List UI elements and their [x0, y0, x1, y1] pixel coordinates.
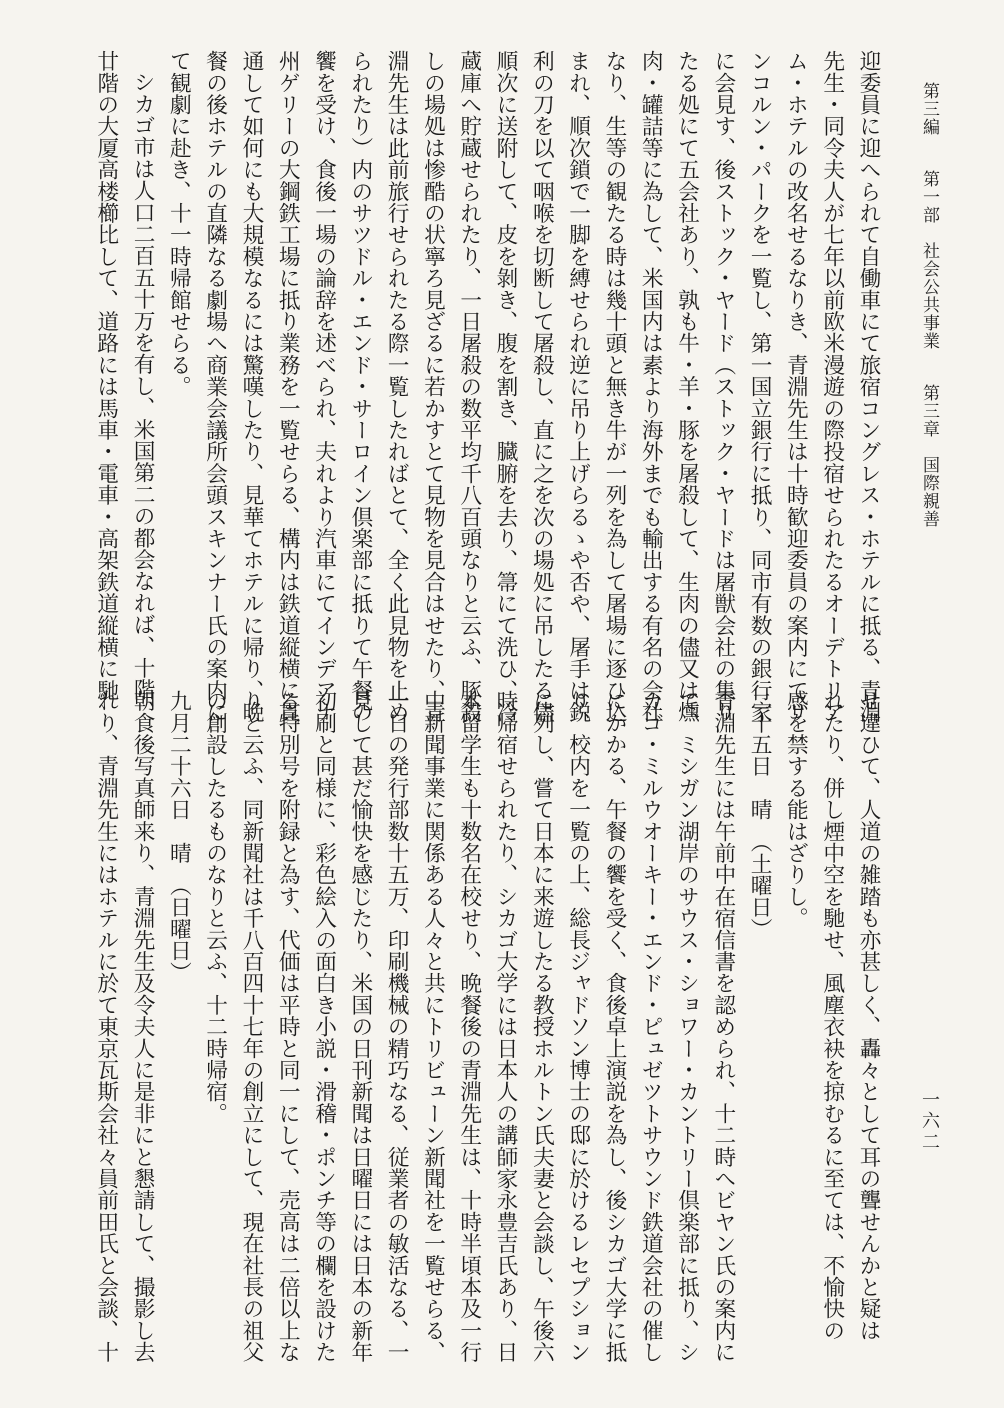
text-column: れたり、併し煙中空を馳せ、風塵衣袂を掠むるに至ては、不愉快の	[819, 690, 845, 1341]
text-column: に会見す、後ストック・ヤード（ストック・ヤードは屠獣会社の集り	[710, 50, 736, 723]
header-chapter-title: 国際親善	[919, 456, 939, 528]
text-column: 廿階の大厦高楼櫛比して、道路には馬車・電車・高架鉄道縦横に馳	[93, 50, 119, 701]
text-column: 感を禁する能はざりし。	[783, 690, 809, 929]
text-column: 朝食後写真師来り、青淵先生及令夫人に是非にと懇請して、撮影し去	[130, 690, 156, 1363]
text-column: なり、生等の観たる時は幾十頭と無き牛が一列を為して屠場に逐ひ込	[601, 50, 627, 723]
text-column: に列し、嘗て日本に来遊したる教授ホルトン氏夫妻と会談し、午後六	[529, 690, 555, 1363]
text-column: りと云ふ、同新聞社は千八百四十七年の創立にして、現在社長の祖父	[238, 690, 264, 1363]
header-topic: 社会公共事業	[919, 242, 939, 350]
header-chapter: 第三章	[919, 384, 939, 438]
text-column: 本留学生も十数名在校せり、晩餐後の青淵先生は、十時半頃本及一行	[456, 690, 482, 1363]
text-column: カゴ・ミルウオーキー・エンド・ピュゼツトサウンド鉄道会社の催し	[638, 690, 664, 1363]
header-part: 第三編	[919, 82, 939, 136]
text-column: まれ、順次鎖で一脚を縛せられ逆に吊り上げらるゝや否や、屠手は鋭	[565, 50, 591, 723]
text-column: ム・ホテルの改名せるなりき、青淵先生は十時歓迎委員の案内にてリ	[783, 50, 809, 723]
text-column: しの場処は惨酷の状寧ろ見ざるに若かすとて見物を見合はせたり、青	[420, 50, 446, 723]
text-column: 利の刀を以て咽喉を切断して屠殺し、直に之を次の場処に吊したる儘	[529, 50, 555, 723]
text-column: 時帰宿せられたり、シカゴ大学には日本人の講師家永豊吉氏あり、日	[493, 690, 519, 1363]
text-column: にかかる、午餐の饗を受く、食後卓上演説を為し、後シカゴ大学に抵	[601, 690, 627, 1363]
header-section: 第一部	[919, 170, 939, 224]
text-column: る特別号を附録と為す、代価は平時と同一にして、売高は二倍以上な	[275, 690, 301, 1363]
text-column: 見して甚だ愉快を感じたり、米国の日刊新聞は日曜日には日本の新年	[347, 690, 373, 1363]
text-column: 迎委員に迎へられて自働車にて旅宿コングレス・ホテルに抵る、青淵	[856, 50, 881, 723]
text-column: れり、青淵先生にはホテルに於て東京瓦斯会社々員前田氏と会談、十	[93, 690, 119, 1363]
lower-text-block	[93, 690, 886, 1363]
text-column: 一日の発行部数十五万、印刷機械の精巧なる、従業者の敏活なる、一	[384, 690, 410, 1363]
text-column: て観劇に赴き、十一時帰館せらる。	[166, 50, 192, 398]
text-column: 青淵先生には午前中在宿信書を認められ、十二時へビヤン氏の案内に	[710, 690, 736, 1363]
text-column: ンコルン・パークを一覧し、第一国立銀行に抵り、同市有数の銀行家	[747, 50, 773, 723]
text-column: 中新聞事業に関係ある人々と共にトリビューン新聞社を一覧せらる、	[420, 690, 446, 1363]
text-column: り、校内を一覧の上、総長ジャドソン博士の邸に於けるレセプション	[565, 690, 591, 1363]
text-column: 肉・罐詰等に為して、米国内は素より海外までも輸出する有名の会社	[638, 50, 664, 723]
upper-text-block	[93, 50, 886, 723]
text-column: 先生・同令夫人が七年以前欧米漫遊の際投宿せられたるオーデトリア	[819, 50, 845, 723]
text-column: せ違ひて、人道の雑踏も亦甚しく、轟々として耳の聾せんかと疑は	[856, 690, 881, 1341]
date-heading: 二十五日 晴 （土曜日）	[747, 690, 773, 940]
text-column: 餐の後ホテルの直隣なる劇場へ商業会議所会頭スキンナー氏の案内に	[202, 50, 228, 723]
page-number: 一六二	[919, 1090, 940, 1153]
text-column: たる処にて五会社あり、孰も牛・羊・豚を屠殺して、生肉の儘又は燻	[674, 50, 700, 723]
text-column: 淵先生は此前旅行せられたる際一覧したればとて、全く此見物を止め	[384, 50, 410, 723]
text-column: て、ミシガン湖岸のサウス・ショワー・カントリー倶楽部に抵り、シ	[674, 690, 700, 1363]
text-column: 蔵庫へ貯蔵せられたり、一日屠殺の数平均千八百頭なりと云ふ、豚殺	[456, 50, 482, 723]
running-header	[918, 82, 940, 528]
text-column: 初刷と同様に、彩色絵入の面白き小説・滑稽・ポンチ等の欄を設けた	[311, 690, 337, 1363]
text-column: 州ゲリーの大鋼鉄工場に抵り業務を一覧せらる、構内は鉄道縦横に貫	[275, 50, 301, 723]
text-column: られたり）内のサツドル・エンド・サーロイン倶楽部に抵りて午餐の	[347, 50, 373, 723]
text-column: シカゴ市は人口二百五十万を有し、米国第二の都会なれば、十階、	[130, 71, 156, 722]
date-heading: 九月二十六日 晴 （日曜日）	[166, 690, 192, 983]
text-column: 饗を受け、食後一場の論辞を述べられ、夫れより汽車にてインデアナ	[311, 50, 337, 723]
text-column: 順次に送附して、皮を剝き、腹を割き、臓腑を去り、箒にて洗ひ、冷	[493, 50, 519, 723]
text-column: 通して如何にも大規模なるには驚嘆したり、見華てホテルに帰り、晩	[238, 50, 264, 723]
text-column: の創設したるものなりと云ふ、十二時帰宿。	[202, 690, 228, 1124]
